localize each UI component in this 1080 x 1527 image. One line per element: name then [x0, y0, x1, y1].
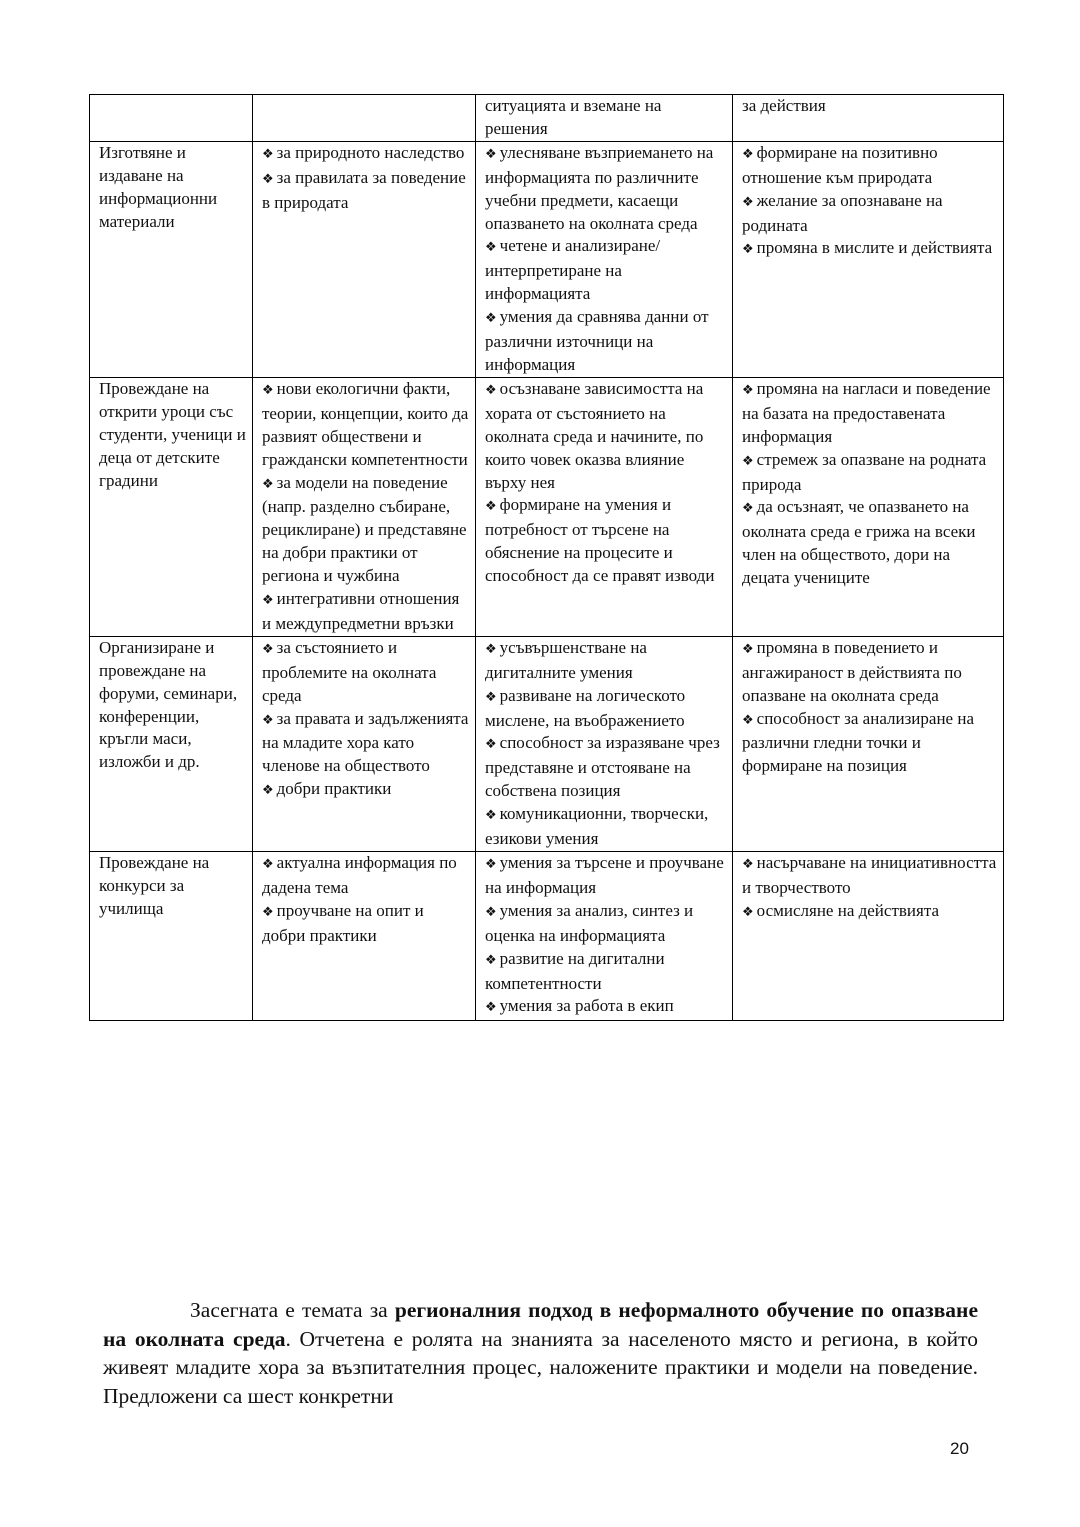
table-cell-skills	[476, 141, 733, 377]
list-item-text: умения за търсене и проучване на информация	[485, 853, 724, 897]
diamond-bullet-icon: ❖	[485, 240, 497, 256]
table-cell-activity	[90, 141, 253, 377]
diamond-bullet-icon: ❖	[262, 382, 274, 398]
list-item	[262, 637, 470, 708]
diamond-bullet-icon: ❖	[742, 641, 754, 657]
body-paragraph	[103, 1296, 978, 1410]
diamond-bullet-icon: ❖	[485, 146, 497, 162]
table-cell-activity	[90, 636, 253, 851]
paragraph-bold-phrase: регионалния подход в неформалното обучение по опазване на околната среда	[103, 1298, 978, 1351]
table-cell-skills	[476, 95, 733, 142]
diamond-bullet-icon: ❖	[485, 808, 497, 824]
list-item-text: актуална информация по дадена тема	[262, 853, 457, 897]
table-cell-attitudes	[733, 141, 1004, 377]
list-item	[485, 685, 727, 733]
list-item	[485, 378, 727, 495]
list-item-text: ситуацията и вземане на решения	[485, 96, 662, 138]
list-item	[485, 637, 727, 685]
list-item-text: способност за изразяване чрез представяне и отстояване на собствена позиция	[485, 733, 720, 801]
list-item-text: стремеж за опазване на родната природа	[742, 449, 987, 494]
diamond-bullet-icon: ❖	[262, 857, 274, 872]
list-item-text: за модели на поведение (напр. разделно събиране, рециклиране) и представяне на добри практики от региона и чужбина	[262, 472, 467, 586]
list-item	[742, 496, 998, 590]
table-row	[90, 95, 1004, 142]
list-item-text: умения за работа в екип	[499, 996, 674, 1016]
list-item-text: формиране на умения и потребност от търсене на обяснение на процесите и способност да се правят изводи	[485, 495, 715, 586]
diamond-bullet-icon: ❖	[742, 712, 754, 728]
table-cell-skills	[476, 377, 733, 636]
table-cell-activity	[90, 852, 253, 1021]
diamond-bullet-icon: ❖	[262, 783, 274, 799]
list-item	[742, 190, 998, 238]
list-item-text: развитие на дигитални компетентности	[485, 948, 665, 993]
table-cell-skills	[476, 852, 733, 1021]
diamond-bullet-icon: ❖	[485, 904, 497, 920]
list-item	[742, 449, 998, 497]
list-item-text: промяна в мислите и действията	[756, 238, 993, 258]
list-item	[262, 708, 470, 779]
list-item	[485, 803, 727, 851]
diamond-bullet-icon: ❖	[485, 857, 497, 872]
list-item-text: умения да сравнява данни от различни източници на информация	[485, 307, 709, 374]
diamond-bullet-icon: ❖	[485, 952, 497, 968]
list-item-text: умения за анализ, синтез и оценка на информацията	[485, 900, 694, 945]
diamond-bullet-icon: ❖	[485, 382, 497, 398]
paragraph-intro: Засегната е темата за	[190, 1298, 395, 1322]
list-item	[262, 588, 470, 636]
list-item-text: проучване на опит и добри практики	[262, 900, 424, 945]
list-item-text: развиване на логическото мислене, на въображението	[485, 685, 686, 730]
list-item	[262, 378, 470, 472]
table-cell-attitudes	[733, 852, 1004, 1021]
list-item	[742, 95, 998, 118]
diamond-bullet-icon: ❖	[742, 242, 754, 258]
table-cell-activity	[90, 95, 253, 142]
diamond-bullet-icon: ❖	[262, 641, 274, 657]
table-body	[90, 95, 1004, 1021]
diamond-bullet-icon: ❖	[742, 194, 754, 210]
list-item-text: промяна в поведението и ангажираност в действията по опазване на околната среда	[742, 637, 962, 705]
list-item-text: за състоянието и проблемите на околната среда	[262, 637, 437, 705]
list-item	[742, 900, 998, 925]
list-item	[262, 167, 470, 215]
page-number: 20	[950, 1439, 969, 1458]
list-item	[485, 948, 727, 996]
list-item-text: четене и анализиране/ интерпретиране на информацията	[485, 236, 661, 304]
list-item-text: интегративни отношения и междупредметни връзки	[262, 589, 460, 633]
diamond-bullet-icon: ❖	[742, 146, 754, 162]
list-item	[485, 494, 727, 588]
list-item	[262, 778, 470, 803]
list-item	[485, 95, 727, 141]
list-item	[485, 900, 727, 948]
diamond-bullet-icon: ❖	[485, 689, 497, 705]
list-item	[742, 237, 998, 262]
list-item	[742, 142, 998, 190]
list-item-text: за правата и задълженията на младите хора като членове на обществото	[262, 708, 469, 776]
list-item-text: да осъзнаят, че опазването на околната среда е грижа на всеки член на обществото, дори на децата учениците	[742, 497, 976, 588]
activity-label: Организиране и провеждане на форуми, семинари, конференции, кръгли маси, изложби и др.	[99, 637, 238, 772]
diamond-bullet-icon: ❖	[262, 904, 274, 920]
list-item	[485, 852, 727, 900]
list-item	[742, 852, 998, 900]
list-item-text: осмисляне на действията	[756, 900, 940, 920]
diamond-bullet-icon: ❖	[742, 382, 754, 398]
diamond-bullet-icon: ❖	[742, 904, 754, 920]
activity-label: Изготвяне и издаване на информационни материали	[99, 142, 218, 231]
table-row	[90, 852, 1004, 1021]
table-cell-knowledge	[253, 636, 476, 851]
table-cell-attitudes	[733, 95, 1004, 142]
diamond-bullet-icon: ❖	[485, 311, 497, 327]
list-item-text: нови екологични факти, теории, концепции, които да развият обществени и граждански компетентности	[262, 378, 469, 469]
list-item	[485, 995, 727, 1020]
diamond-bullet-icon: ❖	[742, 501, 754, 517]
table-cell-knowledge	[253, 141, 476, 377]
diamond-bullet-icon: ❖	[742, 453, 754, 469]
diamond-bullet-icon: ❖	[485, 1000, 497, 1016]
table-cell-skills	[476, 636, 733, 851]
diamond-bullet-icon: ❖	[262, 171, 274, 187]
list-item	[262, 142, 470, 167]
list-item-text: улесняване възприемането на информацията по различните учебни предмети, касаещи опазването на околната среда	[485, 142, 714, 233]
list-item	[485, 142, 727, 236]
list-item-text: способност за анализиране на различни гледни точки и формиране на позиция	[742, 708, 974, 776]
diamond-bullet-icon: ❖	[262, 146, 274, 162]
list-item	[742, 708, 998, 779]
list-item-text: комуникационни, творчески, езикови умения	[485, 804, 709, 849]
diamond-bullet-icon: ❖	[485, 641, 497, 657]
paragraph-rest: . Отчетена е ролята на знанията за населеното място и региона, в който живеят младите хора за възпитателния процес, наложените практики и модели на поведение. Предложени са шест конкретни	[103, 1326, 978, 1408]
list-item-text: промяна на нагласи и поведение на базата на предоставената информация	[742, 378, 991, 446]
list-item	[742, 378, 998, 449]
table-cell-attitudes	[733, 636, 1004, 851]
diamond-bullet-icon: ❖	[262, 712, 274, 728]
list-item-text: добри практики	[276, 779, 392, 799]
list-item-text: усъвършенстване на дигиталните умения	[485, 637, 647, 682]
activities-table	[89, 94, 1004, 1021]
list-item-text: за природното наследство	[276, 142, 465, 162]
activity-label: Провеждане на открити уроци със студенти, ученици и деца от детските градини	[99, 378, 246, 490]
diamond-bullet-icon: ❖	[485, 737, 497, 753]
table-row	[90, 377, 1004, 636]
diamond-bullet-icon: ❖	[262, 593, 274, 609]
list-item-text: желание за опознаване на родината	[742, 190, 943, 235]
list-item-text: за действия	[742, 96, 826, 115]
list-item-text: формиране на позитивно отношение към природата	[742, 142, 938, 187]
diamond-bullet-icon: ❖	[262, 476, 274, 492]
list-item	[262, 852, 470, 900]
table-cell-attitudes	[733, 377, 1004, 636]
list-item-text: осъзнаване зависимостта на хората от състоянието на околната среда и начините, по които човек оказва влияние върху нея	[485, 378, 704, 492]
table-cell-activity	[90, 377, 253, 636]
diamond-bullet-icon: ❖	[485, 499, 497, 515]
table-cell-knowledge	[253, 95, 476, 142]
list-item	[262, 900, 470, 948]
list-item	[742, 637, 998, 708]
list-item-text: насърчаване на инициативността и творчеството	[742, 853, 997, 897]
table-row	[90, 141, 1004, 377]
list-item-text: за правилата за поведение в природата	[262, 167, 466, 212]
list-item	[485, 732, 727, 803]
diamond-bullet-icon: ❖	[742, 857, 754, 872]
list-item	[485, 235, 727, 306]
activity-label: Провеждане на конкурси за училища	[99, 853, 210, 918]
list-item	[262, 472, 470, 589]
list-item	[485, 306, 727, 377]
table-row	[90, 636, 1004, 851]
table-cell-knowledge	[253, 852, 476, 1021]
table-cell-knowledge	[253, 377, 476, 636]
